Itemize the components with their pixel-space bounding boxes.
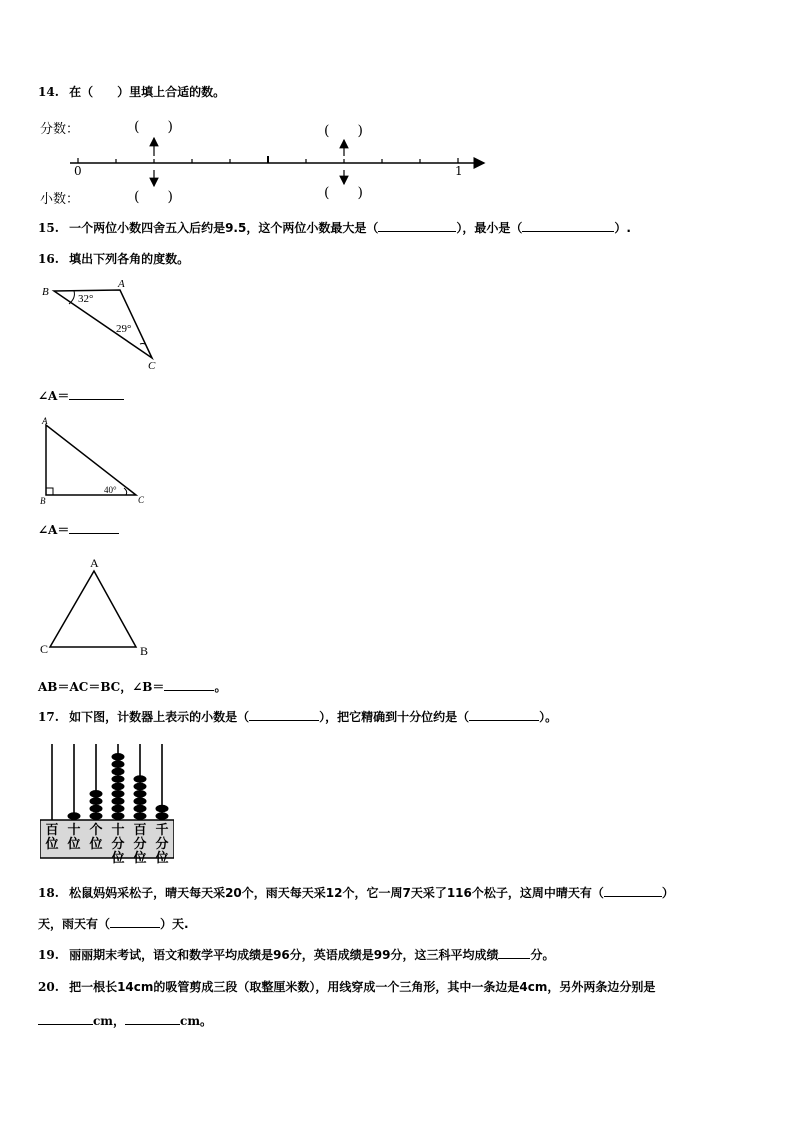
question-text: cm， [93, 1014, 126, 1028]
question-number: 18. [38, 886, 59, 900]
question-text: cm。 [180, 1014, 213, 1028]
abacus-bead[interactable] [112, 775, 125, 783]
vertex-label-a: A [118, 278, 125, 290]
question-number: 17. [38, 710, 59, 724]
abacus-bead[interactable] [156, 812, 169, 820]
abacus-bead[interactable] [90, 805, 103, 813]
answer-end: 。 [214, 680, 227, 694]
abacus-bead[interactable] [112, 812, 125, 820]
question-17 [38, 708, 557, 725]
vertex-label-b: B [40, 496, 46, 505]
tick-label-zero: 0 [74, 164, 82, 178]
abacus-bead[interactable] [112, 753, 125, 761]
question-19 [38, 946, 555, 963]
question-text: ）。 [539, 710, 558, 724]
triangle-figure-2 [36, 415, 156, 505]
blank-paren[interactable]: ( ) [324, 185, 363, 201]
question-number: 20. [38, 980, 59, 994]
question-number: 14. [38, 85, 59, 99]
answer-blank[interactable] [469, 708, 539, 721]
vertex-label-a: A [42, 416, 48, 426]
abacus-place-label: 十 位 [67, 823, 81, 852]
answer-blank[interactable] [110, 915, 160, 928]
abacus-place-label: 十 分 位 [111, 823, 125, 866]
abacus-bead[interactable] [134, 812, 147, 820]
tick-label-one: 1 [455, 164, 463, 178]
abacus-bead[interactable] [90, 790, 103, 798]
abacus-bead[interactable] [90, 797, 103, 805]
answer-blank[interactable] [604, 884, 662, 897]
question-number: 15. [38, 221, 59, 235]
abacus-bead[interactable] [134, 790, 147, 798]
abacus-bead[interactable] [134, 797, 147, 805]
question-20 [38, 978, 655, 995]
abacus-bead[interactable] [112, 783, 125, 791]
question-16 [38, 250, 189, 267]
question-text: ） [661, 886, 674, 900]
question-15 [38, 219, 631, 236]
number-line [38, 112, 498, 212]
abacus [40, 742, 174, 867]
abacus-place-label: 百 位 [45, 823, 59, 852]
question-text: 把一根长14cm的吸管剪成三段（取整厘米数），用线穿成一个三角形，其中一条边是4cm，另外两条边分别是 [69, 980, 656, 994]
question-14 [38, 83, 225, 100]
answer-blank[interactable] [249, 708, 319, 721]
question-number: 19. [38, 948, 59, 962]
abacus-bead[interactable] [134, 805, 147, 813]
number-line-figure [38, 112, 498, 212]
abacus-bead[interactable] [112, 805, 125, 813]
answer-blank[interactable] [498, 946, 530, 959]
question-text: 一个两位小数四舍五入后约是9.5，这个两位小数最大是（ [69, 221, 379, 235]
vertex-label-c: C [40, 642, 49, 655]
abacus-bead[interactable] [112, 790, 125, 798]
question-text: 丽丽期末考试，语文和数学平均成绩是96分，英语成绩是99分，这三科平均成绩 [69, 948, 499, 962]
abacus-place-label: 千 分 位 [155, 823, 169, 866]
vertex-label-b: B [42, 286, 49, 298]
answer-line-3 [38, 678, 226, 695]
abacus-place-label: 百 分 位 [133, 823, 147, 866]
abacus-bead[interactable] [156, 805, 169, 813]
triangle-figure-1 [36, 278, 166, 373]
question-text: 在（ ）里填上合适的数。 [69, 85, 226, 99]
question-text: 填出下列各角的度数。 [69, 252, 190, 266]
vertex-label-c: C [148, 360, 156, 372]
angle-label-b: 32° [78, 293, 94, 305]
answer-blank[interactable] [522, 219, 614, 232]
abacus-bead[interactable] [112, 797, 125, 805]
question-text: ），把它精确到十分位约是（ [319, 710, 470, 724]
triangle-figure-3 [38, 555, 158, 655]
vertex-label-b: B [140, 644, 149, 655]
question-20-cont [38, 1012, 212, 1029]
question-text: ）天. [160, 917, 189, 931]
question-text: ），最小是（ [456, 221, 523, 235]
question-number: 16. [38, 252, 59, 266]
answer-blank[interactable] [164, 678, 214, 691]
question-text: ）. [614, 221, 631, 235]
answer-line-2 [38, 521, 119, 538]
fraction-label: 分数： [40, 122, 80, 137]
abacus-bead[interactable] [134, 783, 147, 791]
abacus-bead[interactable] [68, 812, 81, 820]
answer-blank[interactable] [69, 387, 124, 400]
question-18-cont [38, 915, 189, 932]
angle-label-c: 29° [116, 323, 132, 335]
answer-blank[interactable] [69, 521, 119, 534]
vertex-label-a: A [90, 556, 99, 570]
abacus-bead[interactable] [112, 768, 125, 776]
answer-label: AB＝AC＝BC，∠B＝ [38, 680, 165, 694]
answer-blank[interactable] [38, 1012, 93, 1025]
question-text: 分。 [530, 948, 555, 962]
answer-line-1 [38, 387, 124, 404]
question-text: 天，雨天有（ [38, 917, 111, 931]
question-text: 如下图，计数器上表示的小数是（ [69, 710, 250, 724]
blank-paren[interactable]: ( ) [134, 189, 173, 205]
abacus-bead[interactable] [112, 760, 125, 768]
answer-label: ∠A＝ [38, 389, 70, 403]
abacus-bead[interactable] [134, 775, 147, 783]
blank-paren[interactable]: ( ) [324, 123, 363, 139]
question-text: 松鼠妈妈采松子，晴天每天采20个，雨天每天采12个，它一周7天采了116个松子，这周中晴天有（ [69, 886, 604, 900]
answer-blank[interactable] [125, 1012, 180, 1025]
decimal-label: 小数： [40, 192, 80, 207]
answer-label: ∠A＝ [38, 523, 70, 537]
abacus-place-label: 个 位 [89, 823, 103, 852]
angle-label-c: 40° [104, 485, 117, 495]
blank-paren[interactable]: ( ) [134, 119, 173, 135]
answer-blank[interactable] [378, 219, 456, 232]
abacus-bead[interactable] [90, 812, 103, 820]
question-18 [38, 884, 674, 901]
vertex-label-c: C [138, 495, 145, 505]
